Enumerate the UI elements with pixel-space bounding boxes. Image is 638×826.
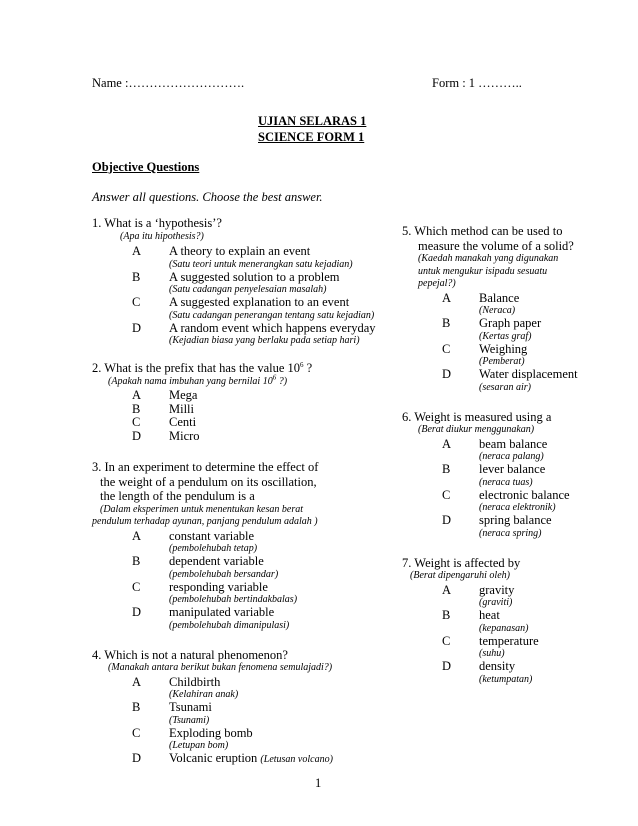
option-text: manipulated variable xyxy=(169,605,275,619)
option-text: Volcanic eruption (Letusan volcano) xyxy=(169,751,333,765)
option-text: Childbirth xyxy=(169,674,221,689)
option-translation: (neraca palang) xyxy=(479,451,544,462)
option-text: density xyxy=(479,659,516,673)
question-translation: (Apakah nama imbuhan yang bernilai $10^6$ ?) xyxy=(108,373,288,387)
option-translation: (Satu cadangan penerangan tentang satu kejadian) xyxy=(169,309,375,321)
option-letter: D xyxy=(132,605,142,619)
option-text: Water displacement xyxy=(479,367,578,381)
option-text: spring balance xyxy=(479,513,552,527)
option-translation: (Tsunami) xyxy=(169,714,210,726)
option-translation: (pembolehubah tetap) xyxy=(169,543,258,554)
option-letter: A xyxy=(132,244,142,258)
option-text: A suggested explanation to an event xyxy=(169,295,350,309)
option-text: A theory to explain an event xyxy=(169,244,311,258)
option-b[interactable] xyxy=(92,403,392,417)
option-d[interactable] xyxy=(92,752,392,766)
question-text: 2. What is the prefix that has the value $10^6$ ? xyxy=(92,360,313,375)
question-1 xyxy=(92,216,392,347)
option-translation: (pembolehubah bersandar) xyxy=(169,568,279,580)
option-letter: D xyxy=(442,659,452,673)
option-a[interactable] xyxy=(402,584,632,598)
option-translation: (Kelahiran anak) xyxy=(169,689,239,700)
option-letter: C xyxy=(132,579,141,594)
exam-subtitle: SCIENCE FORM 1 xyxy=(258,130,365,144)
option-translation: (Satu cadangan penyelesaian masalah) xyxy=(169,284,327,295)
option-text: Micro xyxy=(169,428,200,443)
option-c[interactable] xyxy=(92,416,392,430)
option-translation: (Kertas graf) xyxy=(479,330,532,342)
question-translation: pendulum terhadap ayunan, panjang pendulum adalah ) xyxy=(92,516,318,527)
option-a[interactable] xyxy=(92,389,392,403)
option-letter: C xyxy=(442,633,451,648)
option-translation: (pembolehubah bertindakbalas) xyxy=(169,594,298,605)
question-text: 1. What is a ‘hypothesis’? xyxy=(92,216,222,230)
option-letter: B xyxy=(132,401,141,416)
option-text: Graph paper xyxy=(479,316,542,330)
option-a[interactable] xyxy=(402,438,632,452)
option-d[interactable] xyxy=(402,660,632,674)
option-text: Exploding bomb xyxy=(169,725,253,740)
option-text: A suggested solution to a problem xyxy=(169,269,340,284)
option-text: heat xyxy=(479,608,500,622)
option-translation: (Satu teori untuk menerangkan satu kejadian) xyxy=(169,258,353,270)
option-d[interactable] xyxy=(402,514,632,528)
option-translation: (neraca spring) xyxy=(479,527,542,539)
right-column xyxy=(402,224,632,686)
question-7 xyxy=(402,556,632,686)
section-heading: Objective Questions xyxy=(92,160,200,174)
option-c[interactable] xyxy=(92,581,392,595)
option-b[interactable] xyxy=(92,271,392,285)
option-c[interactable] xyxy=(92,296,392,310)
option-d[interactable] xyxy=(92,322,392,336)
name-field-label: Name :………………………. xyxy=(92,76,245,90)
question-translation: (Berat diukur menggunakan) xyxy=(418,424,535,435)
option-letter: A xyxy=(132,674,142,689)
option-text: temperature xyxy=(479,633,539,648)
option-a[interactable] xyxy=(402,292,632,306)
option-letter: B xyxy=(442,462,451,476)
option-letter: C xyxy=(132,295,141,309)
option-translation: (ketumpatan) xyxy=(479,673,533,685)
option-c[interactable] xyxy=(402,343,632,357)
option-letter: A xyxy=(132,388,142,402)
option-translation: (Pemberat) xyxy=(479,356,525,367)
option-translation-inline: (Letusan volcano) xyxy=(260,754,333,765)
option-translation: (neraca tuas) xyxy=(479,476,533,488)
option-text: constant variable xyxy=(169,528,255,543)
left-column xyxy=(92,216,392,766)
section-instruction: Answer all questions. Choose the best answer. xyxy=(92,190,323,204)
page-number: 1 xyxy=(315,776,322,790)
question-3 xyxy=(92,460,392,632)
option-text: Tsunami xyxy=(169,700,212,714)
question-text: 7. Weight is affected by xyxy=(402,555,521,570)
option-text: Mega xyxy=(169,388,198,402)
option-text: Milli xyxy=(169,401,195,416)
option-translation: (Kejadian biasa yang berlaku pada setiap hari) xyxy=(169,335,360,346)
option-letter: D xyxy=(132,428,142,443)
option-translation: (sesaran air) xyxy=(479,381,531,393)
question-4 xyxy=(92,648,392,766)
option-translation: (graviti) xyxy=(479,597,513,608)
option-d[interactable] xyxy=(402,368,632,382)
question-text: 4. Which is not a natural phenomenon? xyxy=(92,647,288,662)
option-letter: A xyxy=(132,528,142,543)
question-text: measure the volume of a solid? xyxy=(418,238,574,253)
option-letter: B xyxy=(132,269,141,284)
option-letter: D xyxy=(132,320,142,335)
option-c[interactable] xyxy=(92,727,392,741)
option-a[interactable] xyxy=(92,530,392,544)
option-letter: D xyxy=(442,367,452,381)
option-text: A random event which happens everyday xyxy=(169,320,376,335)
question-translation: (Kaedah manakah yang digunakan xyxy=(418,253,559,264)
question-translation: (Berat dipengaruhi oleh) xyxy=(410,570,510,581)
option-letter: C xyxy=(442,487,451,502)
form-field-label: Form : 1 ……….. xyxy=(432,76,522,90)
question-2 xyxy=(92,361,392,443)
option-b[interactable] xyxy=(92,701,392,715)
option-text: electronic balance xyxy=(479,487,570,502)
option-translation: (Neraca) xyxy=(479,305,516,316)
option-letter: C xyxy=(132,415,141,429)
option-b[interactable] xyxy=(92,555,392,569)
option-letter: B xyxy=(132,700,141,714)
option-translation: (pembolehubah dimanipulasi) xyxy=(169,619,290,631)
option-text: gravity xyxy=(479,582,515,597)
option-letter: D xyxy=(132,751,142,765)
option-text: Balance xyxy=(479,290,520,305)
question-text: 6. Weight is measured using a xyxy=(402,409,552,424)
option-text: lever balance xyxy=(479,462,546,476)
option-b[interactable] xyxy=(402,317,632,331)
option-c[interactable] xyxy=(402,489,632,503)
question-text: 3. In an experiment to determine the effect of xyxy=(92,460,319,474)
option-translation: (suhu) xyxy=(479,648,505,659)
option-letter: A xyxy=(442,582,452,597)
option-b[interactable] xyxy=(402,609,632,623)
option-text: dependent variable xyxy=(169,554,264,568)
option-letter: C xyxy=(442,341,451,356)
option-letter: A xyxy=(442,436,452,451)
option-letter: C xyxy=(132,725,141,740)
option-text: beam balance xyxy=(479,436,548,451)
option-d[interactable] xyxy=(92,430,392,444)
option-letter: B xyxy=(442,608,451,622)
question-translation: (Dalam eksperimen untuk menentukan kesan berat xyxy=(100,503,303,515)
option-a[interactable] xyxy=(92,245,392,259)
question-text: 5. Which method can be used to xyxy=(402,224,563,238)
question-text: the length of the pendulum is a xyxy=(100,489,255,503)
exam-title: UJIAN SELARAS 1 xyxy=(258,114,367,128)
question-6 xyxy=(402,410,632,540)
option-letter: B xyxy=(442,316,451,330)
option-d[interactable] xyxy=(92,606,392,620)
option-translation: (Letupan bom) xyxy=(169,740,229,751)
option-letter: A xyxy=(442,290,452,305)
option-text: Centi xyxy=(169,415,197,429)
option-letter: D xyxy=(442,513,452,527)
question-translation: pepejal?) xyxy=(418,278,456,289)
option-translation: (neraca elektronik) xyxy=(479,502,556,513)
question-translation: (Manakah antara berikut bukan fenomena semulajadi?) xyxy=(108,662,333,673)
option-a[interactable] xyxy=(92,676,392,690)
question-translation: untuk mengukur isipadu sesuatu xyxy=(418,265,548,277)
option-c[interactable] xyxy=(402,635,632,649)
question-translation: (Apa itu hipothesis?) xyxy=(120,230,204,242)
option-text: Weighing xyxy=(479,341,528,356)
option-b[interactable] xyxy=(402,463,632,477)
option-translation: (kepanasan) xyxy=(479,622,529,634)
question-text: the weight of a pendulum on its oscillation, xyxy=(100,474,317,489)
question-5 xyxy=(402,224,632,394)
option-letter: B xyxy=(132,554,141,568)
option-text: responding variable xyxy=(169,579,268,594)
